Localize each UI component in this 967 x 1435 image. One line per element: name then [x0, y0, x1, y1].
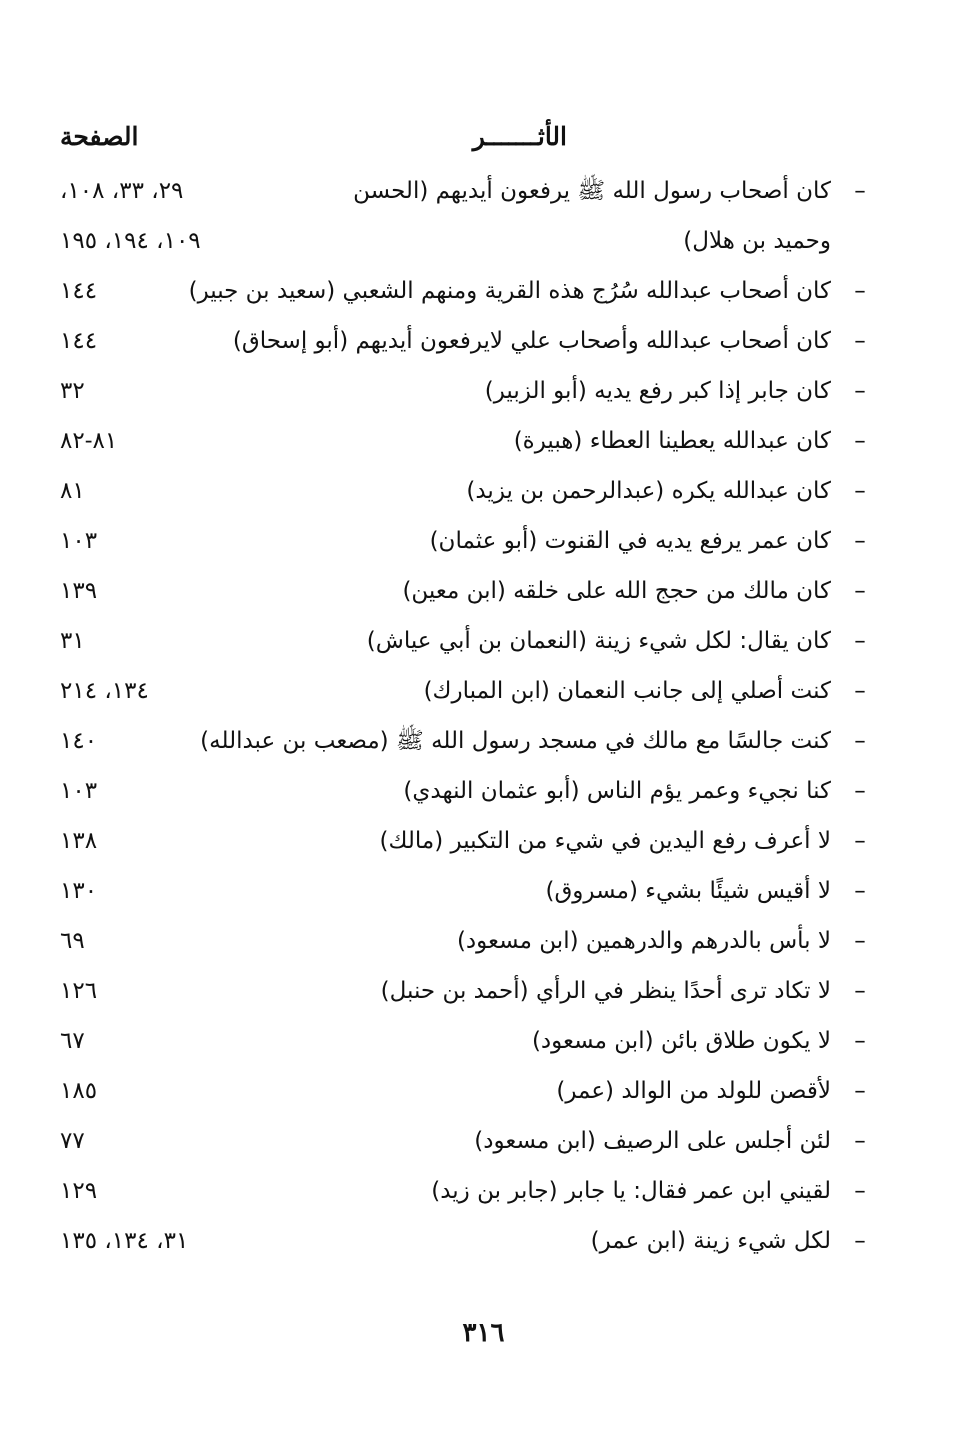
list-item	[60, 466, 871, 516]
entry-text: كنا نجيء وعمر يؤم الناس (أبو عثمان النهدي)	[403, 778, 831, 804]
entry-pages: ٨١	[60, 478, 85, 504]
entry-pages: ١٤٤	[60, 328, 98, 354]
header-page-label: الصفحة	[60, 122, 139, 151]
entry-text-continued: وحميد بن هلال)	[683, 228, 831, 254]
entry-dash: –	[854, 378, 866, 404]
list-item	[60, 866, 871, 916]
entry-dash: –	[854, 428, 866, 454]
entry-pages: ٣٢	[60, 378, 85, 404]
entry-pages: ١٨٥	[60, 1078, 98, 1104]
list-item	[60, 1116, 871, 1166]
entry-dash: –	[854, 278, 866, 304]
list-item	[60, 766, 871, 816]
entry-dash: –	[854, 628, 866, 654]
entry-text: لكل شيء زينة (ابن عمر)	[590, 1228, 831, 1254]
page-number: ٣١٦	[462, 1318, 505, 1348]
entry-pages: ١٣٨	[60, 828, 98, 854]
entry-dash: –	[854, 678, 866, 704]
entry-pages: ١٢٩	[60, 1178, 98, 1204]
entry-text: كان أصحاب عبدالله وأصحاب علي لايرفعون أيديهم (أبو إسحاق)	[232, 328, 831, 354]
list-item	[60, 516, 871, 566]
entry-pages: ١٠٣	[60, 778, 98, 804]
list-item	[60, 1066, 871, 1116]
list-item	[60, 1216, 871, 1266]
entry-text: كان عمر يرفع يديه في القنوت (أبو عثمان)	[429, 528, 831, 554]
list-item	[60, 366, 871, 416]
entry-pages: ١٣٩	[60, 578, 98, 604]
entry-dash: –	[854, 178, 866, 204]
entry-text: لأقصن للولد من الوالد (عمر)	[556, 1078, 831, 1104]
entry-text: كان أصحاب رسول الله ﷺ يرفعون أيديهم (الحسن	[353, 178, 831, 204]
entry-dash: –	[854, 828, 866, 854]
entry-text: كان أصحاب عبدالله سُرُج هذه القرية ومنهم الشعبي (سعيد بن جبير)	[188, 278, 831, 304]
list-item	[60, 1016, 871, 1066]
entry-pages: ١٠٣	[60, 528, 98, 554]
entry-dash: –	[854, 1178, 866, 1204]
entry-pages: ٢٩، ٣٣، ١٠٨،	[60, 178, 184, 204]
entry-text: كان مالك من حجج الله على خلقه (ابن معين)	[402, 578, 831, 604]
entry-text: كنت جالسًا مع مالك في مسجد رسول الله ﷺ (مصعب بن عبدالله)	[200, 728, 831, 754]
list-item	[60, 566, 871, 616]
entry-pages: ٦٩	[60, 928, 85, 954]
entry-dash: –	[854, 1228, 866, 1254]
entry-text: كان جابر إذا كبر رفع يديه (أبو الزبير)	[484, 378, 831, 404]
entry-text: لا أقيس شيئًا بشيء (مسروق)	[545, 878, 831, 904]
entries-list	[60, 166, 871, 1266]
entry-pages: ٣١	[60, 628, 85, 654]
list-item	[60, 716, 871, 766]
entry-dash: –	[854, 728, 866, 754]
list-item	[60, 1166, 871, 1216]
entry-dash: –	[854, 478, 866, 504]
list-item	[60, 166, 871, 266]
list-item	[60, 416, 871, 466]
entry-text: كان عبدالله يعطينا العطاء (هبيرة)	[513, 428, 831, 454]
entry-pages: ٣١، ١٣٤، ١٣٥	[60, 1228, 189, 1254]
entry-dash: –	[854, 578, 866, 604]
entry-dash: –	[854, 528, 866, 554]
list-item	[60, 616, 871, 666]
list-item	[60, 316, 871, 366]
list-item	[60, 266, 871, 316]
entry-pages-continued: ١٠٩، ١٩٤، ١٩٥	[60, 228, 201, 254]
list-item	[60, 816, 871, 866]
entry-dash: –	[854, 1078, 866, 1104]
list-item	[60, 966, 871, 1016]
entry-text: لا تكاد ترى أحدًا ينظر في الرأي (أحمد بن حنبل)	[380, 978, 831, 1004]
entry-pages: ١٤٠	[60, 728, 98, 754]
entry-text: لا يكون طلاق بائن (ابن مسعود)	[531, 1028, 831, 1054]
entry-pages: ٧٧	[60, 1128, 85, 1154]
entry-pages: ١٢٦	[60, 978, 98, 1004]
entry-text: كنت أصلي إلى جانب النعمان (ابن المبارك)	[423, 678, 831, 704]
entry-dash: –	[854, 1028, 866, 1054]
entry-dash: –	[854, 978, 866, 1004]
entry-text: لقيني ابن عمر فقال: يا جابر (جابر بن زيد)	[431, 1178, 831, 1204]
table-header	[60, 122, 877, 162]
entry-pages: ١٣٠	[60, 878, 98, 904]
header-athar-label: الأثـــــــر	[472, 122, 567, 151]
entry-text: لئن أجلس على الرصيف (ابن مسعود)	[474, 1128, 831, 1154]
entry-dash: –	[854, 928, 866, 954]
entry-text: كان عبدالله يكره (عبدالرحمن بن يزيد)	[466, 478, 831, 504]
entry-pages: ١٣٤، ٢١٤	[60, 678, 149, 704]
entry-dash: –	[854, 328, 866, 354]
entry-pages: ٨١-٨٢	[60, 428, 118, 454]
entry-dash: –	[854, 878, 866, 904]
entry-dash: –	[854, 1128, 866, 1154]
entry-pages: ٦٧	[60, 1028, 85, 1054]
list-item	[60, 666, 871, 716]
entry-text: لا أعرف رفع اليدين في شيء من التكبير (مالك)	[379, 828, 831, 854]
list-item	[60, 916, 871, 966]
entry-pages: ١٤٤	[60, 278, 98, 304]
entry-text: كان يقال: لكل شيء زينة (النعمان بن أبي عياش)	[366, 628, 831, 654]
entry-text: لا بأس بالدرهم والدرهمين (ابن مسعود)	[456, 928, 831, 954]
entry-dash: –	[854, 778, 866, 804]
